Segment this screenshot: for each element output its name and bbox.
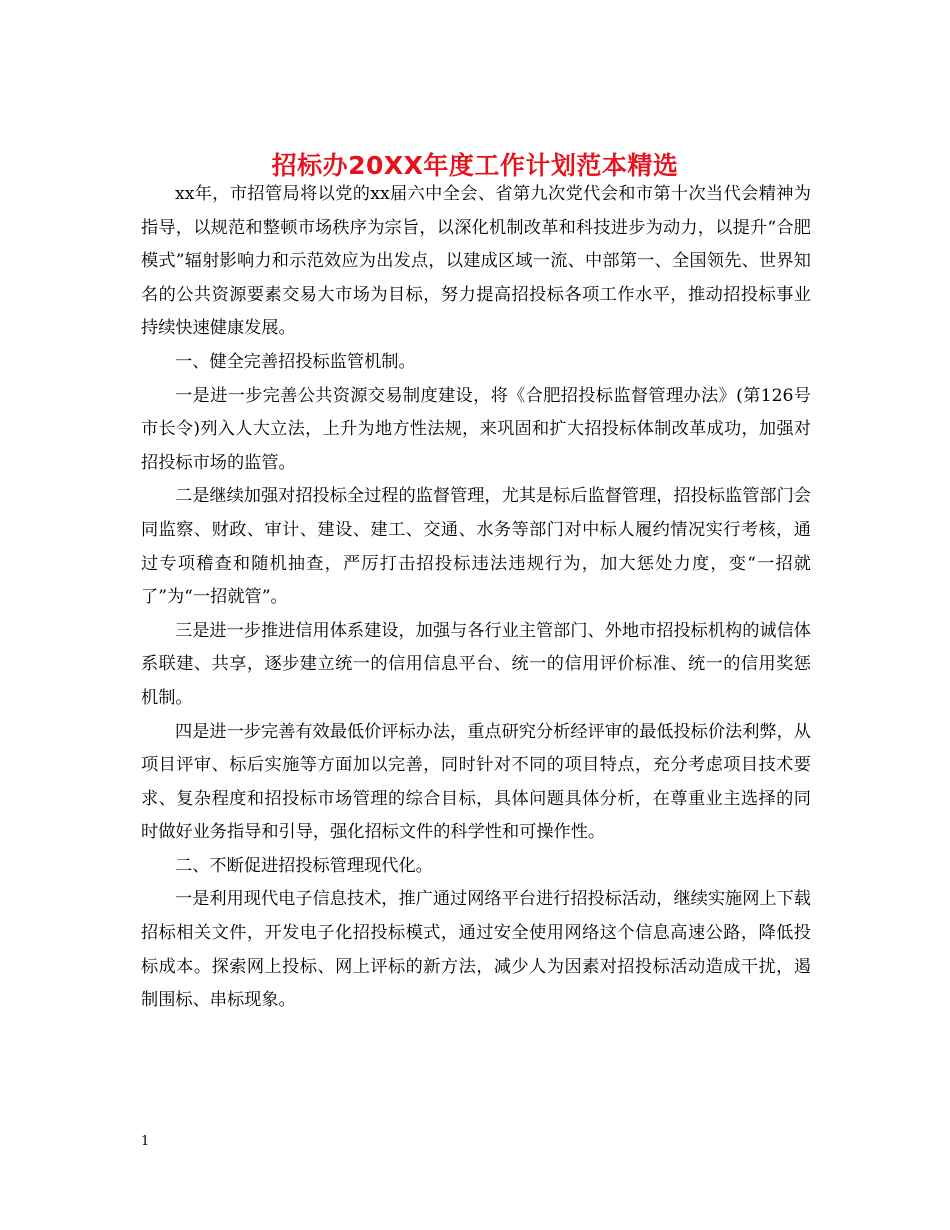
paragraph-1-1: 一是进一步完善公共资源交易制度建设，将《合肥招投标监督管理办法》(第126号市长令)列入人大立法，上升为地方性法规，来巩固和扩大招投标体制改革成功，加强对招投标市场的监管。 (141, 385, 811, 473)
paragraph-intro: xx年，市招管局将以党的xx届六中全会、省第九次党代会和市第十次当代会精神为指导，以规范和整顿市场秩序为宗旨，以深化机制改革和科技进步为动力，以提升“合肥模式”辐射影响力和示范效应为出发点，以建成区域一流、中部第一、全国领先、世界知名的公共资源要素交易大市场为目标，努力提高招投标各项工作水平，推动招投标事业持续快速健康发展。 (141, 184, 811, 339)
document-title: 招标办20XX年度工作计划范本精选 (271, 150, 679, 180)
paragraph-1-2: 二是继续加强对招投标全过程的监督管理，尤其是标后监督管理，招投标监管部门会同监察、财政、审计、建设、建工、交通、水务等部门对中标人履约情况实行考核，通过专项稽查和随机抽查，严厉打击招投标违法违规行为，加大惩处力度，变“一招就了”为“一招就管”。 (141, 486, 811, 608)
paragraph-1-3: 三是进一步推进信用体系建设，加强与各行业主管部门、外地市招投标机构的诚信体系联建、共享，逐步建立统一的信用信息平台、统一的信用评价标准、统一的信用奖惩机制。 (141, 620, 811, 708)
page-number: 1 (141, 1134, 150, 1149)
paragraph-2-1: 一是利用现代电子信息技术，推广通过网络平台进行招投标活动，继续实施网上下载招标相关文件，开发电子化招投标模式，通过安全使用网络这个信息高速公路，降低投标成本。探索网上投标、网上评标的新方法，减少人为因素对招投标活动造成干扰，遏制围标、串标现象。 (141, 889, 811, 1011)
paragraph-1-4: 四是进一步完善有效最低价评标办法，重点研究分析经评审的最低投标价法利弊，从项目评审、标后实施等方面加以完善，同时针对不同的项目特点，充分考虑项目技术要求、复杂程度和招投标市场管理的综合目标，具体问题具体分析，在尊重业主选择的同时做好业务指导和引导，强化招标文件的科学性和可操作性。 (141, 721, 811, 843)
document-body (141, 178, 811, 1018)
section-heading-1: 一、健全完善招投标监管机制。 (175, 351, 416, 372)
section-heading-2: 二、不断促进招投标管理现代化。 (175, 855, 433, 876)
